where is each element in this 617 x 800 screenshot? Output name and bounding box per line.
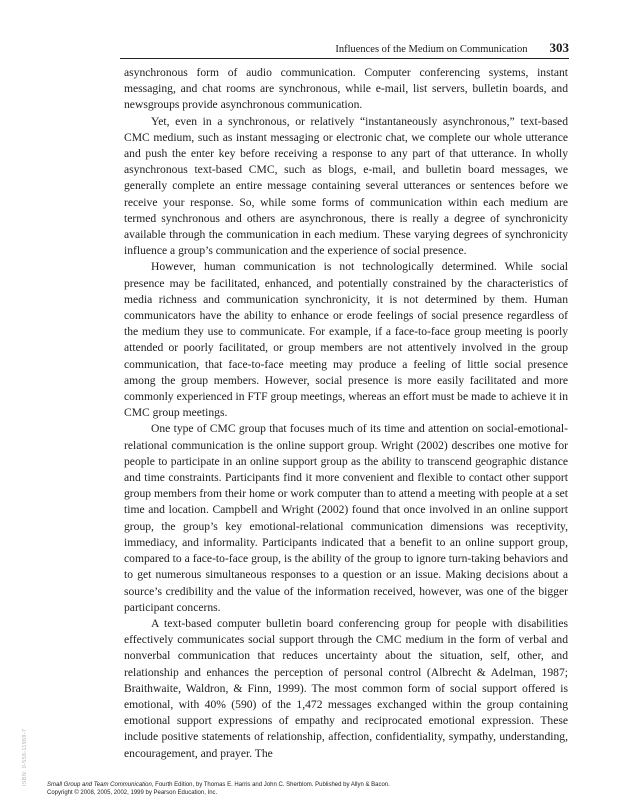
footer-citation-rest: Fourth Edition, by Thomas E. Harris and John C. Sherblom. Published by Allyn & Bacon. bbox=[153, 782, 390, 788]
footer bbox=[47, 782, 587, 797]
footer-copyright: Copyright © 2008, 2005, 2002, 1999 by Pearson Education, Inc. bbox=[47, 789, 218, 796]
footer-citation-title: Small Group and Team Communication, bbox=[47, 782, 154, 788]
paragraph: Yet, even in a synchronous, or relatively “instantaneously asynchronous,” text-based CMC medium, such as instant messaging or electronic chat, we complete our whole utterance and push the enter key before receiving a response to any part of that utterance. In wholly asynchronous text-based CMC, such as blogs, e-mail, and bulletin board messages, we generally complete an entire message containing several utterances or sentences before we receive your response. So, while some forms of communication within each medium are termed synchronous and others are asynchronous, there is really a degree of synchronicity available through the communication in each medium. These varying degrees of synchronicity influence a group’s communication and the experience of social presence. bbox=[124, 114, 568, 258]
page-number: 303 bbox=[549, 40, 569, 55]
paragraph: One type of CMC group that focuses much of its time and attention on social-emotional-relational communication is the online support group. Wright (2002) describes one motive for people to participate in an online support group as the ability to transcend geographic distance and time constraints. Participants find it more convenient and flexible to contact other support group members from their home or work computer than to attend a meeting with people at a set time and location. Campbell and Wright (2002) found that once involved in an online support group, the group’s key emotional-relational communication dimensions was receptivity, immediacy, and informality. Participants indicated that a benefit to an online support group, compared to a face-to-face group, is the ability of the group to ignore turn-taking behaviors and to get numerous simultaneous responses to a question or an issue. Making decisions about a source’s credibility and the value of the information received, however, was one of the bigger participant concerns. bbox=[124, 422, 568, 614]
running-head bbox=[120, 40, 569, 59]
paragraph: However, human communication is not technologically determined. While social presence may be facilitated, enhanced, and potentially constrained by the characteristics of media richness and communication synchronicity, it is not determined by them. Human communicators have the ability to enhance or erode feelings of social presence regardless of the medium they use to communicate. For example, if a face-to-face group meeting is poorly attended or poorly facilitated, or group members are not attentively involved in the group communication, that face-to-face meeting may produce a feeling of little social presence among the group members. However, social presence is more easily facilitated and more commonly experienced in FTF group meetings, whereas an effort must be made to achieve it in CMC group meetings. bbox=[124, 260, 568, 420]
body-text bbox=[124, 65, 568, 762]
side-isbn: ISBN: 0-558-11969-7 bbox=[22, 728, 28, 786]
footer-citation bbox=[47, 782, 587, 790]
paragraph: A text-based computer bulletin board conferencing group for people with disabilities effectively communicates social support through the CMC medium in the form of verbal and nonverbal communication that reduces uncertainty about the situation, self, other, and relationship and enhances the perception of personal control (Albrecht & Adelman, 1987; Braithwaite, Waldron, & Finn, 1999). The most common form of social support offered is emotional, with 40% (590) of the 1,472 messages exchanged within the group containing emotional support expressions of empathy and reciprocated emotional expression. These include positive statements of relationship, affection, confidentiality, sympathy, understanding, encouragement, and prayer. The bbox=[124, 616, 568, 760]
paragraph: asynchronous form of audio communication. Computer conferencing systems, instant messaging, and chat rooms are synchronous, while e-mail, list servers, bulletin boards, and newsgroups provide asynchronous communication. bbox=[124, 66, 568, 112]
running-head-title: Influences of the Medium on Communication bbox=[335, 44, 528, 55]
